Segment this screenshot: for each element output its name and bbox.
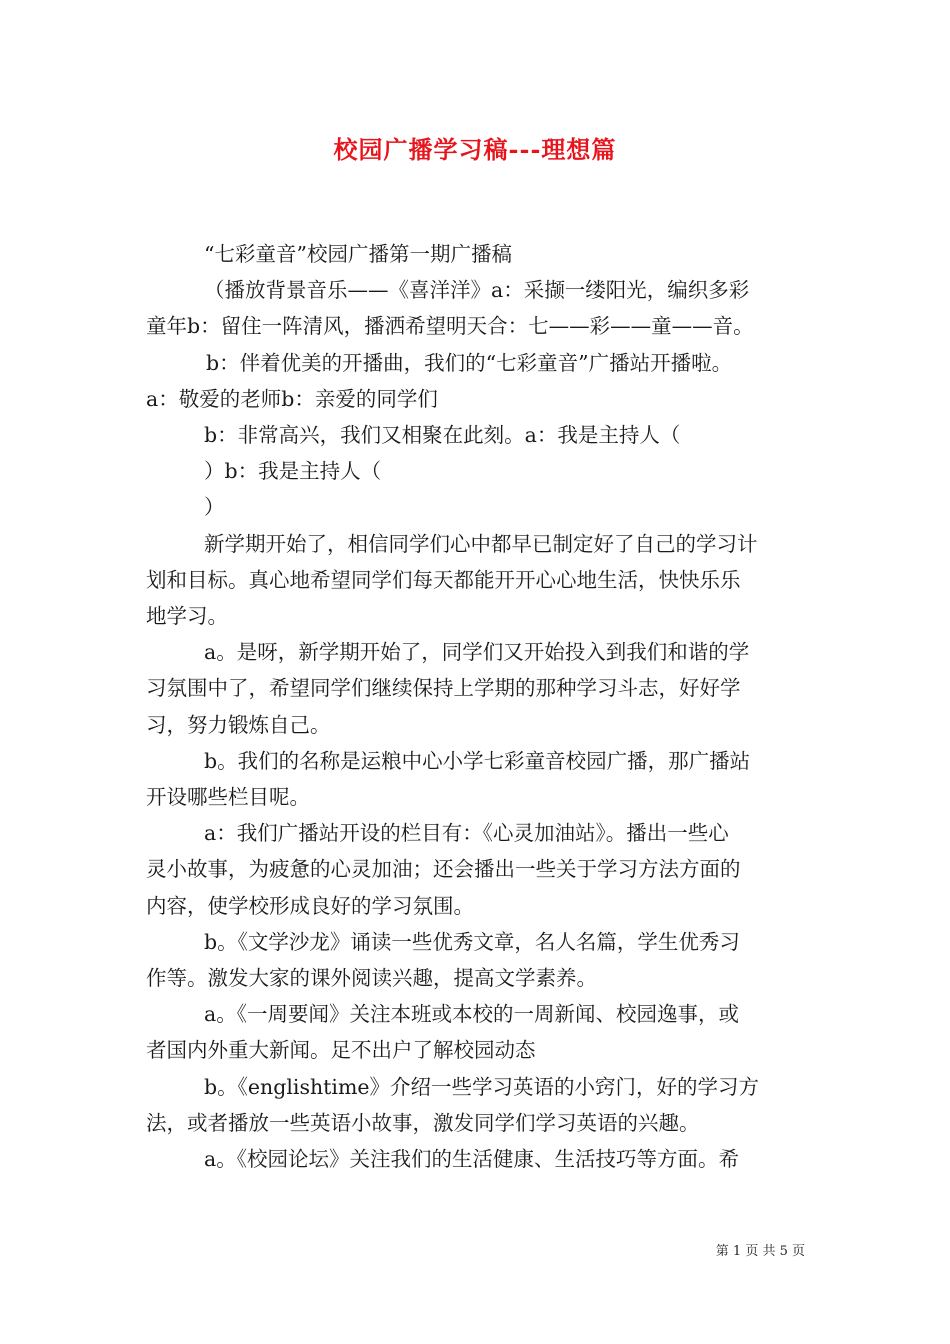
text-line: 地学习。 bbox=[146, 604, 228, 629]
text-line: b。《englishtime》介绍一些学习英语的小窍门，好的学习方 bbox=[204, 1074, 760, 1099]
document-title: 校园广播学习稿---理想篇 bbox=[333, 135, 617, 164]
text-line: 新学期开始了，相信同学们心中都早已制定好了自己的学习计 bbox=[204, 531, 758, 556]
text-line: a。《一周要闻》关注本班或本校的一周新闻、校园逸事，或 bbox=[204, 1002, 739, 1027]
document-body bbox=[146, 236, 818, 1177]
text-line: b：非常高兴，我们又相聚在此刻。a：我是主持人（ bbox=[204, 423, 681, 448]
text-line: 灵小故事，为疲惫的心灵加油；还会播出一些关于学习方法方面的 bbox=[146, 857, 741, 882]
text-line: a。是呀，新学期开始了，同学们又开始投入到我们和谐的学 bbox=[204, 640, 750, 665]
text-line: b。我们的名称是运粮中心小学七彩童音校园广播，那广播站 bbox=[204, 748, 751, 773]
text-line: （播放背景音乐——《喜洋洋》a：采撷一缕阳光，编织多彩 bbox=[204, 278, 750, 303]
text-line: 开设哪些栏目呢。 bbox=[146, 785, 310, 810]
text-line: ）b：我是主持人（ bbox=[204, 459, 382, 484]
text-line: b。《文学沙龙》诵读一些优秀文章，名人名篇，学生优秀习 bbox=[204, 929, 740, 954]
text-line: a：我们广播站开设的栏目有：《心灵加油站》。播出一些心 bbox=[204, 821, 729, 846]
text-line: 作等。激发大家的课外阅读兴趣，提高文学素养。 bbox=[146, 966, 597, 991]
text-line: a：敬爱的老师b：亲爱的同学们 bbox=[146, 386, 438, 411]
text-line: b：伴着优美的开播曲，我们的“七彩童音”广播站开播啦。 bbox=[206, 350, 733, 375]
text-line: 习，努力锻炼自己。 bbox=[146, 712, 331, 737]
text-line: 划和目标。真心地希望同学们每天都能开开心心地生活，快快乐乐 bbox=[146, 567, 741, 592]
text-line: “七彩童音”校园广播第一期广播稿 bbox=[204, 242, 512, 266]
text-line: 习氛围中了，希望同学们继续保持上学期的那种学习斗志，好好学 bbox=[146, 676, 741, 701]
text-line: 内容，使学校形成良好的学习氛围。 bbox=[146, 893, 474, 918]
text-line: a。《校园论坛》关注我们的生活健康、生活技巧等方面。希 bbox=[204, 1147, 739, 1172]
page-number: 第 1 页 共 5 页 bbox=[715, 1244, 805, 1259]
text-line: 法，或者播放一些英语小故事，激发同学们学习英语的兴趣。 bbox=[146, 1110, 700, 1135]
text-line: ） bbox=[204, 495, 225, 520]
text-line: 童年b：留住一阵清风，播洒希望明天合：七——彩——童——音。 bbox=[146, 314, 754, 339]
text-line: 者国内外重大新闻。足不出户了解校园动态 bbox=[146, 1038, 536, 1063]
